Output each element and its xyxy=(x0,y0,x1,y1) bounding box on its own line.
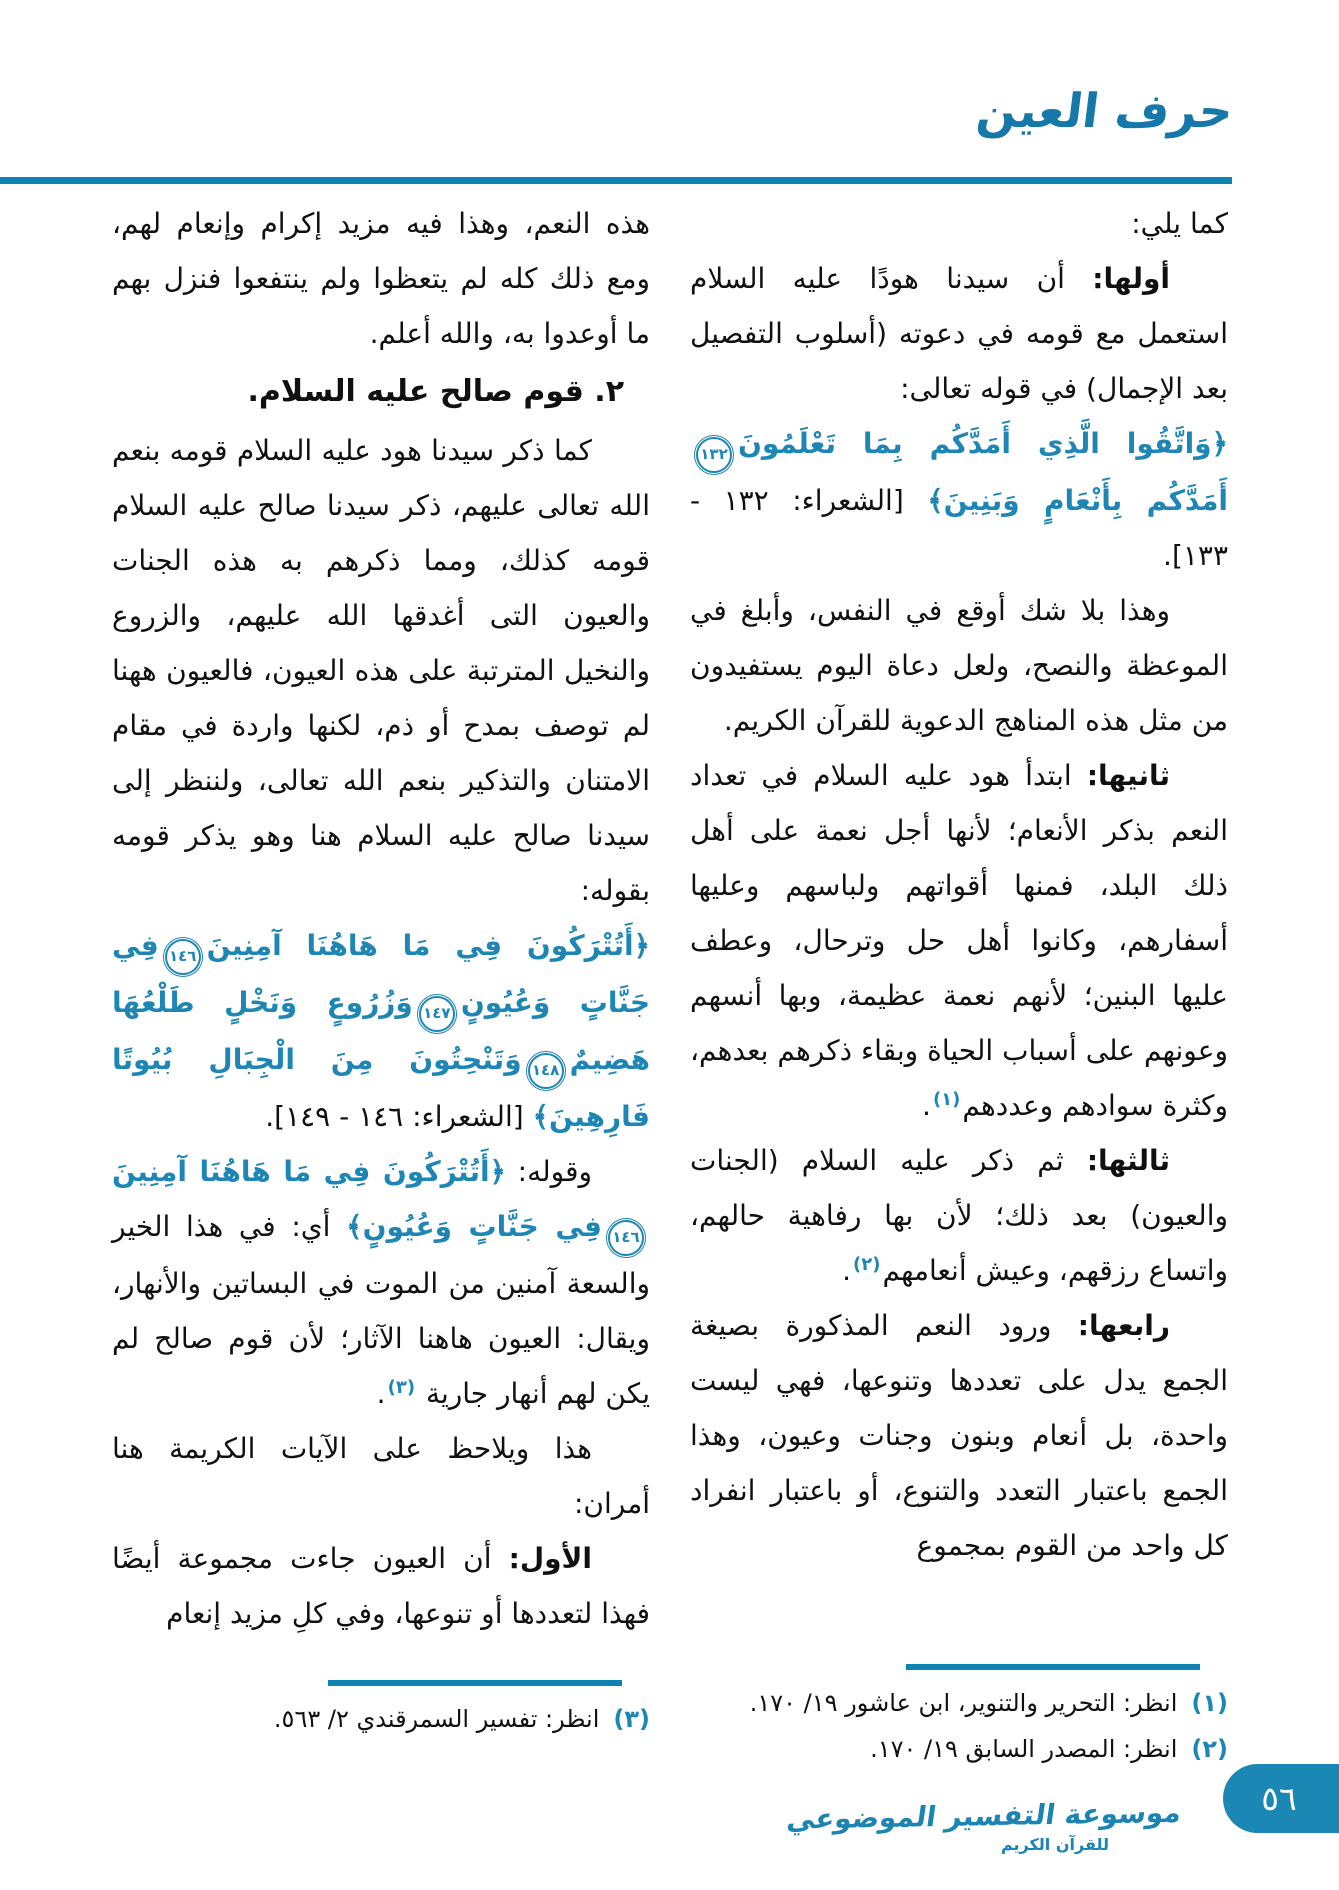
point-text: ثم ذكر عليه السلام (الجنات والعيون) بعد ذلك؛ لأن بها رفاهية حالهم، واتساع رزقهم، وعيش أنعامهم xyxy=(690,1144,1228,1287)
footnote-rule xyxy=(906,1664,1200,1670)
quran-verse-text: وَزُرُوعٍ وَنَخْلٍ طَلْعُهَا هَضِيمٌ xyxy=(112,986,650,1076)
logo-sub-calligraphy: للقرآن الكريم xyxy=(1000,1835,1110,1854)
ayah-number-badge: ١٤٦ xyxy=(165,939,201,975)
right-column xyxy=(690,196,1228,1778)
point-text: أن سيدنا هودًا عليه السلام استعمل مع قومه في دعوته (أسلوب التفصيل بعد الإجمال) في قوله تعالى: xyxy=(690,262,1228,405)
quran-verse-text: ﴿أَتُتْرَكُونَ فِي مَا هَاهُنَا آمِنِينَ xyxy=(112,1155,506,1188)
paragraph-comment: وهذا بلا شك أوقع في النفس، وأبلغ في الموعظة والنصح، ولعل دعاة اليوم يستفيدون من مثل هذه المناهج الدعوية للقرآن الكريم. xyxy=(690,594,1228,737)
paragraph-note: هذا ويلاحظ على الآيات الكريمة هنا أمران: xyxy=(112,1432,650,1520)
footnote-marker: (٢) xyxy=(852,1253,881,1275)
quran-verse-block xyxy=(690,416,1228,583)
text-columns xyxy=(112,196,1228,1778)
ayah-number-badge: ١٤٨ xyxy=(528,1053,564,1089)
footnote-number: (٣) xyxy=(613,1705,650,1733)
footnote-marker: (٣) xyxy=(387,1376,416,1398)
quran-verse-text: فِي جَنَّاتٍ وَعُيُونٍ﴾ xyxy=(346,1210,602,1243)
paragraph-second-point xyxy=(690,748,1228,1133)
commentary-text-tail: . xyxy=(376,1377,386,1410)
point-label: رابعها: xyxy=(1077,1309,1170,1342)
page-number-badge xyxy=(1223,1764,1339,1833)
section-heading: ٢. قوم صالح عليه السلام. xyxy=(247,374,624,409)
quran-verse-block xyxy=(112,918,650,1144)
commentary-text: أي: في هذا الخير والسعة آمنين من الموت في البساتين والأنهار، ويقال: العيون هاهنا الآثار؛ لأن قوم صالح لم يكن لهم أنهار جارية xyxy=(112,1210,650,1410)
logo-main-calligraphy: موسوعة التفسير الموضوعي xyxy=(784,1795,1184,1836)
point-text: أن العيون جاءت مجموعة أيضًا فهذا لتعددها أو تنوعها، وفي كلِ مزيد إنعام xyxy=(112,1542,650,1630)
quran-verse-text: وَتَنْحِتُونَ مِنَ الْجِبَالِ بُيُوتًا فَارِهِينَ﴾ xyxy=(112,1043,650,1133)
chapter-title-calligraphy: حرف العين xyxy=(973,84,1237,139)
paragraph-first-point xyxy=(690,251,1228,416)
ayah-number-badge: ١٤٦ xyxy=(608,1220,644,1256)
footnotes-block xyxy=(112,1680,650,1742)
quran-verse-text: أَمَدَّكُم بِأَنْعَامٍ وَبَنِينَ﴾ xyxy=(927,484,1228,517)
paragraph-first-remark xyxy=(112,1531,650,1641)
point-text: ابتدأ هود عليه السلام في تعداد النعم بذكر الأنعام؛ لأنها أجل نعمة على أهل ذلك البلد، فمنها أقواتهم ولباسهم وعليها أسفارهم، وكانوا أهل حل وترحال، وعطف عليها البنين؛ لأنهم نعمة عظيمة، وبها أنسهم وعونهم على أسباب الحياة وبقاء ذكرهم بعدهم، وكثرة سوادهم وعددهم xyxy=(690,759,1228,1122)
paragraph-intro: كما يلي: xyxy=(1131,207,1228,240)
left-column xyxy=(112,196,650,1778)
point-text-tail: . xyxy=(842,1254,851,1287)
publisher-logo xyxy=(784,1795,1184,1854)
point-label: ثالثها: xyxy=(1086,1144,1170,1177)
quran-verse-text: ﴿أَتُتْرَكُونَ فِي مَا هَاهُنَا آمِنِينَ xyxy=(206,929,650,962)
page-number: ٥٦ xyxy=(1261,1779,1297,1818)
verse-reference: [الشعراء: ١٣٢ - ١٣٣]. xyxy=(690,484,1228,572)
footnote-item xyxy=(690,1726,1228,1772)
verse-reference: [الشعراء: ١٤٦ - ١٤٩]. xyxy=(265,1100,533,1133)
footnote-text: انظر: المصدر السابق ١٩/ ١٧٠. xyxy=(870,1735,1178,1763)
footnotes-block xyxy=(690,1664,1228,1772)
point-label: الأول: xyxy=(508,1542,592,1575)
ayah-number-badge: ١٤٧ xyxy=(419,996,455,1032)
point-label: أولها: xyxy=(1092,262,1170,295)
paragraph-body: كما ذكر سيدنا هود عليه السلام قومه بنعم الله تعالى عليهم، ذكر سيدنا صالح عليه السلام قومه كذلك، ومما ذكرهم به هذه الجنات والعيون التى أغدقها الله عليهم، والزروع والنخيل المترتبة على هذه العيون، فالعيون ههنا لم توصف بمدح أو ذم، لكنها واردة في مقام الامتنان والتذكير بنعم الله تعالى، ولننظر إلى سيدنا صالح عليه السلام هنا وهو يذكر قومه بقوله: xyxy=(112,434,650,907)
footnote-item xyxy=(112,1696,650,1742)
paragraph-fourth-point xyxy=(690,1298,1228,1573)
footnote-marker: (١) xyxy=(932,1088,961,1110)
quran-verse-text: فِي جَنَّاتٍ وَعُيُونٍ xyxy=(112,929,650,1019)
quote-intro: وقوله: xyxy=(505,1155,592,1188)
ayah-number-badge: ١٣٢ xyxy=(696,437,732,473)
point-text-tail: . xyxy=(922,1089,931,1122)
paragraph-third-point xyxy=(690,1133,1228,1298)
footnote-text: انظر: تفسير السمرقندي ٢/ ٥٦٣. xyxy=(273,1705,600,1733)
point-text: ورود النعم المذكورة بصيغة الجمع يدل على تعددها وتنوعها، فهي ليست واحدة، بل أنعام وبنون وجنات وعيون، وهذا الجمع باعتبار التعدد والتنوع، أو باعتبار انفراد كل واحد من القوم بمجموع xyxy=(690,1309,1228,1562)
quran-verse-text: ﴿وَاتَّقُوا الَّذِي أَمَدَّكُم بِمَا تَعْلَمُونَ xyxy=(738,427,1228,460)
footnote-number: (٢) xyxy=(1191,1735,1228,1763)
footnote-number: (١) xyxy=(1191,1689,1228,1717)
paragraph-continuation: هذه النعم، وهذا فيه مزيد إكرام وإنعام لهم، ومع ذلك كله لم يتعظوا ولم ينتفعوا فنزل بهم ما أوعدوا به، والله أعلم. xyxy=(112,207,650,350)
paragraph-quote-commentary xyxy=(112,1144,650,1421)
header-divider-rule xyxy=(0,177,1232,184)
footnote-rule xyxy=(328,1680,622,1686)
footnote-item xyxy=(690,1680,1228,1726)
footnote-text: انظر: التحرير والتنوير، ابن عاشور ١٩/ ١٧٠. xyxy=(749,1689,1178,1717)
point-label: ثانيها: xyxy=(1086,759,1170,792)
